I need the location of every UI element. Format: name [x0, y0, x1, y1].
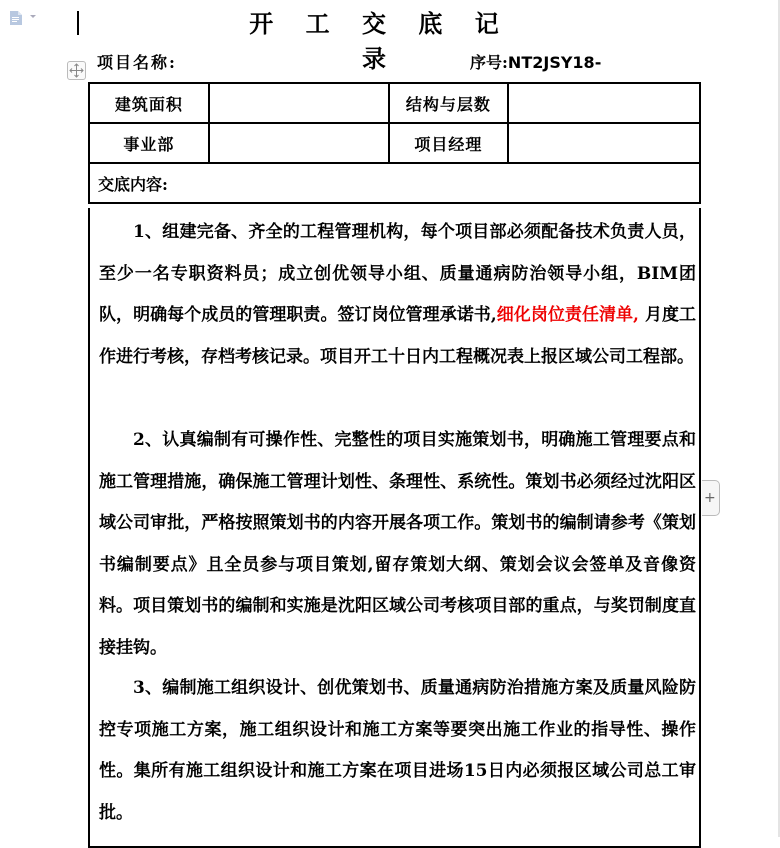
move-icon[interactable]	[67, 61, 86, 80]
serial-number	[470, 50, 601, 73]
project-manager-label: 项目经理	[389, 123, 508, 163]
table-row	[89, 83, 700, 123]
structure-floors-label: 结构与层数	[389, 83, 508, 123]
paragraph-1-text: 1、组建完备、齐全的工程管理机构，每个项目部必须配备技术负责人员，至少一名专职资料员；成立创优领导小组、质量通病防治领导小组，BIM团队，明确每个成员的管理职责。签订岗位管理承诺书,	[99, 222, 696, 325]
division-field[interactable]	[209, 123, 389, 163]
paragraph-1	[99, 212, 696, 378]
project-manager-field[interactable]	[508, 123, 700, 163]
paragraph-3: 3、编制施工组织设计、创优策划书、质量通病防治措施方案及质量风险防控专项施工方案，施工组织设计和施工方案等要突出施工作业的指导性、操作性。集所有施工组织设计和施工方案在项目进场15日内必须报区域公司总工审批。	[99, 678, 696, 823]
briefing-content[interactable]	[88, 208, 701, 848]
division-label: 事业部	[89, 123, 209, 163]
building-area-field[interactable]	[209, 83, 389, 123]
chevron-down-icon[interactable]	[30, 15, 36, 18]
structure-floors-field[interactable]	[508, 83, 700, 123]
serial-label: 序号:	[470, 53, 508, 72]
project-name-label: 项目名称:	[97, 53, 177, 72]
serial-value: NT2JSY18-	[507, 53, 602, 72]
page-title: 开 工 交 底 记 录	[249, 9, 511, 73]
content-label: 交底内容:	[89, 163, 700, 203]
text-cursor	[77, 11, 79, 35]
add-row-button[interactable]	[702, 480, 720, 516]
paragraph-1-text-end: 月度工作进行考核，存档考核记录。项目开工十日内工程概况表上报区域公司工程部。	[99, 305, 697, 367]
highlighted-text: 细化岗位责任清单,	[496, 305, 639, 325]
table-row	[89, 123, 700, 163]
document-icon[interactable]	[10, 10, 22, 24]
table-row	[89, 163, 700, 203]
building-area-label: 建筑面积	[89, 83, 209, 123]
info-table	[88, 82, 701, 204]
paragraph-2: 2、认真编制有可操作性、完整性的项目实施策划书，明确施工管理要点和施工管理措施，确保施工管理计划性、条理性、系统性。策划书必须经过沈阳区域公司审批，严格按照策划书的内容开展各项工作。策划书的编制请参考《策划书编制要点》且全员参与项目策划,留存策划大纲、策划会议会签单及音像资料。项目策划书的编制和实施是沈阳区域公司考核项目部的重点，与奖罚制度直接挂钩。	[99, 430, 696, 658]
plus-icon: +	[704, 490, 716, 506]
